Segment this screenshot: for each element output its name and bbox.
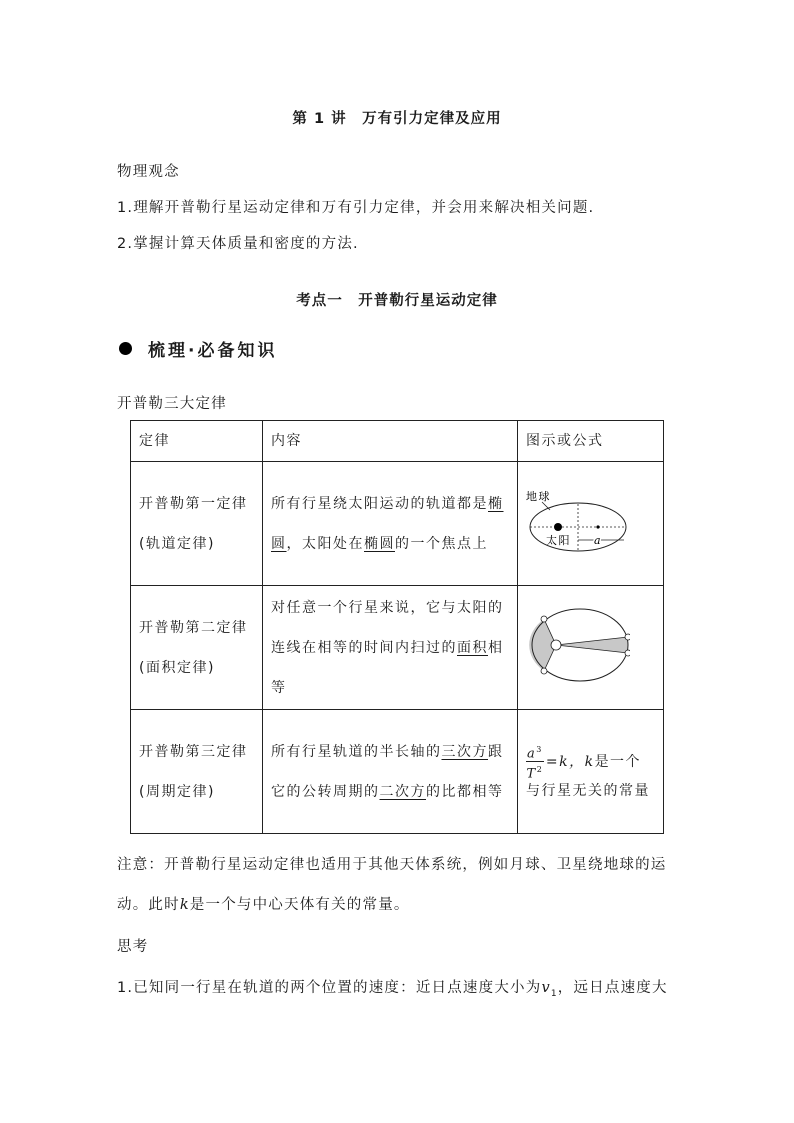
- semi-major-axis-label: a: [594, 533, 603, 547]
- header-figure: 图示或公式: [518, 421, 664, 462]
- law-name: 开普勒第二定律(面积定律): [131, 586, 263, 710]
- equal-area-diagram: [526, 605, 630, 685]
- think-heading: 思考: [117, 939, 149, 955]
- header-law: 定律: [131, 421, 263, 462]
- goal-2: 2.掌握计算天体质量和密度的方法.: [117, 236, 359, 252]
- ellipse-focus-diagram: [526, 488, 630, 554]
- page-title: 第 1 讲 万有引力定律及应用: [292, 111, 502, 127]
- concept-heading: 物理观念: [117, 164, 180, 180]
- sun-label: 太阳: [546, 533, 571, 547]
- question-1: 1.已知同一行星在轨道的两个位置的速度：近日点速度大小为$v_1$，远日点速度大: [117, 980, 668, 999]
- table-row: [131, 710, 664, 834]
- orbit-ellipse-figure: [518, 462, 664, 586]
- law-content: 所有行星轨道的半长轴的三次方跟它的公转周期的二次方的比都相等: [263, 710, 518, 834]
- table-row: [131, 462, 664, 586]
- earth-label: 地球: [526, 489, 551, 503]
- equal-area-figure: [518, 586, 664, 710]
- note-line-1: 注意：开普勒行星运动定律也适用于其他天体系统，例如月球、卫星绕地球的运: [117, 857, 667, 873]
- bullet-dot-icon: [119, 342, 132, 355]
- note-line-2: 动。此时k是一个与中心天体有关的常量。: [117, 897, 410, 913]
- law-content: 对任意一个行星来说，它与太阳的连线在相等的时间内扫过的面积相等: [263, 586, 518, 710]
- topic-title: 考点一 开普勒行星运动定律: [296, 293, 498, 309]
- table-caption: 开普勒三大定律: [117, 396, 227, 412]
- law-name: 开普勒第三定律(周期定律): [131, 710, 263, 834]
- sun-dot: [554, 523, 562, 531]
- section-heading: [117, 336, 277, 361]
- table-row: [131, 586, 664, 710]
- section-title: 梳理·必备知识: [148, 341, 278, 361]
- table-header-row: [131, 421, 664, 462]
- law-content: 所有行星绕太阳运动的轨道都是椭圆，太阳处在椭圆的一个焦点上: [263, 462, 518, 586]
- law-name: 开普勒第一定律(轨道定律): [131, 462, 263, 586]
- kepler-laws-table: [130, 420, 664, 834]
- goal-1: 1.理解开普勒行星运动定律和万有引力定律，并会用来解决相关问题.: [117, 200, 595, 216]
- period-law-formula: $\frac{a^3}{T^2}$ =k，k是一个与行星无关的常量: [518, 710, 664, 834]
- header-content: 内容: [263, 421, 518, 462]
- fraction-a3-over-t2: $\frac{a^3}{T^2}$: [526, 742, 544, 782]
